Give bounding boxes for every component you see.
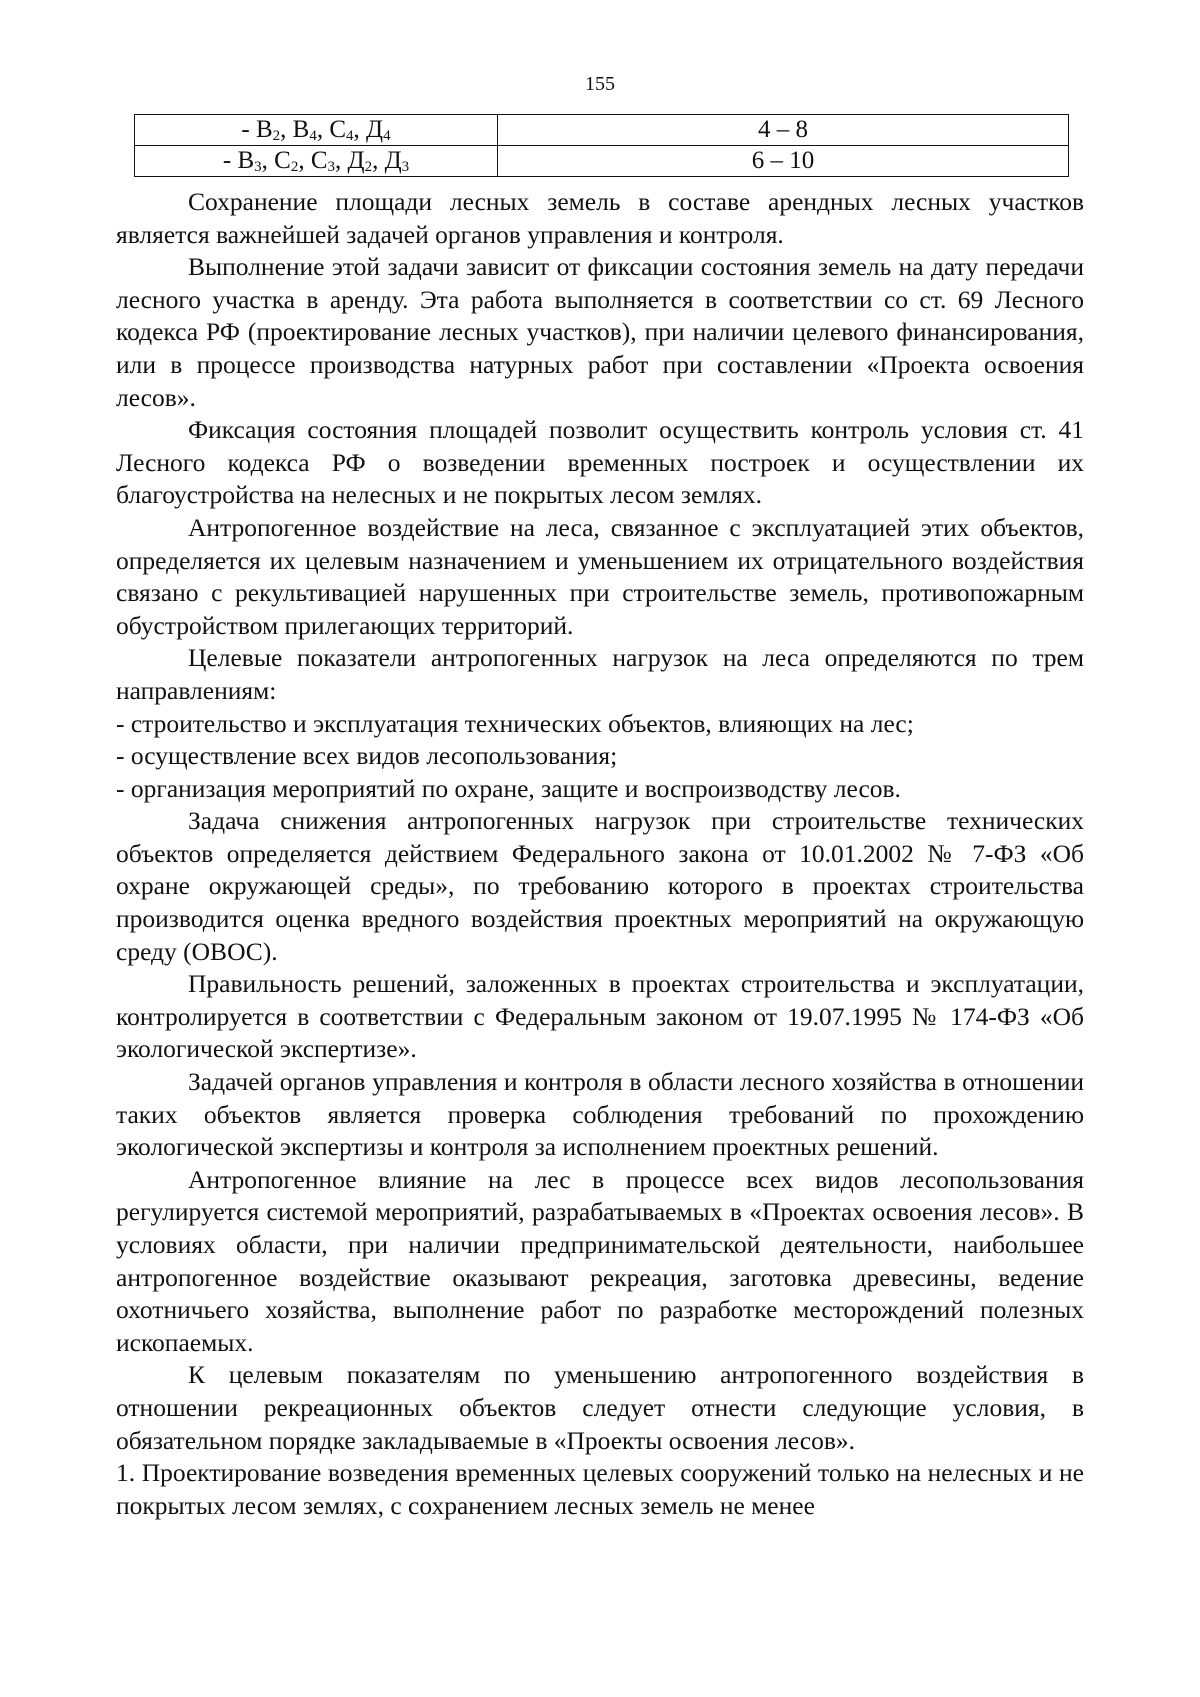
table-row	[135, 146, 1069, 177]
paragraph: Задача снижения антропогенных нагрузок при строительстве технических объектов определяется действием Федерального закона от 10.01.2002 № 7-ФЗ «Об охране окружающей среды», по требованию которого в проектах строительства производится оценка вредного воздействия проектных мероприятий на окружающую среду (ОВОС).	[116, 806, 1084, 966]
data-table	[134, 114, 1069, 177]
table-cell-label: - $В_2$, $В_4$, $С_4$, $Д_4$	[135, 115, 498, 146]
paragraph: Целевые показатели антропогенных нагрузок на леса определяются по трем направлениям:	[116, 643, 1084, 705]
table-cell-value: 4 – 8	[498, 115, 1069, 146]
table-cell-value: 6 – 10	[498, 146, 1069, 177]
body-text	[116, 186, 1084, 1522]
list-item: - организация мероприятий по охране, защите и воспроизводству лесов.	[116, 773, 901, 803]
paragraph: Антропогенное воздействие на леса, связанное с эксплуатацией этих объектов, определяется их целевым назначением и уменьшением их отрицательного воздействия связано с рекультивацией нарушенных при строительстве земель, противопожарным обустройством прилегающих территорий.	[116, 512, 1084, 640]
numbered-item: 1. Проектирование возведения временных целевых сооружений только на нелесных и не покрытых лесом землях, с сохранением лесных земель не менее	[116, 1458, 1084, 1520]
subscript: 4	[346, 128, 354, 144]
subscript: 3	[401, 159, 410, 175]
subscript: 4	[309, 128, 317, 144]
subscript: 4	[383, 128, 391, 144]
subscript: 2	[364, 159, 373, 175]
page-number: 155	[585, 73, 615, 95]
paragraph: К целевым показателям по уменьшению антропогенного воздействия в отношении рекреационных объектов следует отнести следующие условия, в обязательном порядке закладываемые в «Проекты освоения лесов».	[116, 1360, 1084, 1455]
paragraph: Правильность решений, заложенных в проектах строительства и эксплуатации, контролируется в соответствии с Федеральным законом от 19.07.1995 № 174-ФЗ «Об экологической экспертизе».	[116, 969, 1084, 1064]
table-row	[135, 115, 1069, 146]
table-cell-label: - $В_3$, $С_2$, $С_3$, $Д_2$, $Д_3$	[135, 146, 498, 177]
subscript: 2	[272, 128, 281, 144]
subscript: 3	[254, 159, 262, 175]
paragraph: Задачей органов управления и контроля в области лесного хозяйства в отношении таких объектов является проверка соблюдения требований по прохождению экологической экспертизы и контроля за исполнением проектных решений.	[116, 1067, 1084, 1162]
paragraph: Антропогенное влияние на лес в процессе всех видов лесопользования регулируется системой мероприятий, разрабатываемых в «Проектах освоения лесов». В условиях области, при наличии предпринимательской деятельности, наибольшее антропогенное воздействие оказывают рекреация, заготовка древесины, ведение охотничьего хозяйства, выполнение работ по разработке месторождений полезных ископаемых.	[116, 1164, 1084, 1357]
paragraph: Выполнение этой задачи зависит от фиксации состояния земель на дату передачи лесного участка в аренду. Эта работа выполняется в соответствии со ст. 69 Лесного кодекса РФ (проектирование лесных участков), при наличии целевого финансирования, или в процессе производства натурных работ при составлении «Проекта освоения лесов».	[116, 252, 1084, 412]
paragraph: Сохранение площади лесных земель в составе арендных лесных участков является важнейшей задачей органов управления и контроля.	[116, 187, 1084, 249]
list-item: - строительство и эксплуатация технических объектов, влияющих на лес;	[116, 708, 914, 738]
subscript: 3	[327, 159, 335, 175]
list-item: - осуществление всех видов лесопользования;	[116, 741, 618, 771]
subscript: 2	[290, 159, 299, 175]
paragraph: Фиксация состояния площадей позволит осуществить контроль условия ст. 41 Лесного кодекса РФ о возведении временных построек и осуществлении их благоустройства на нелесных и не покрытых лесом землях.	[116, 415, 1084, 510]
